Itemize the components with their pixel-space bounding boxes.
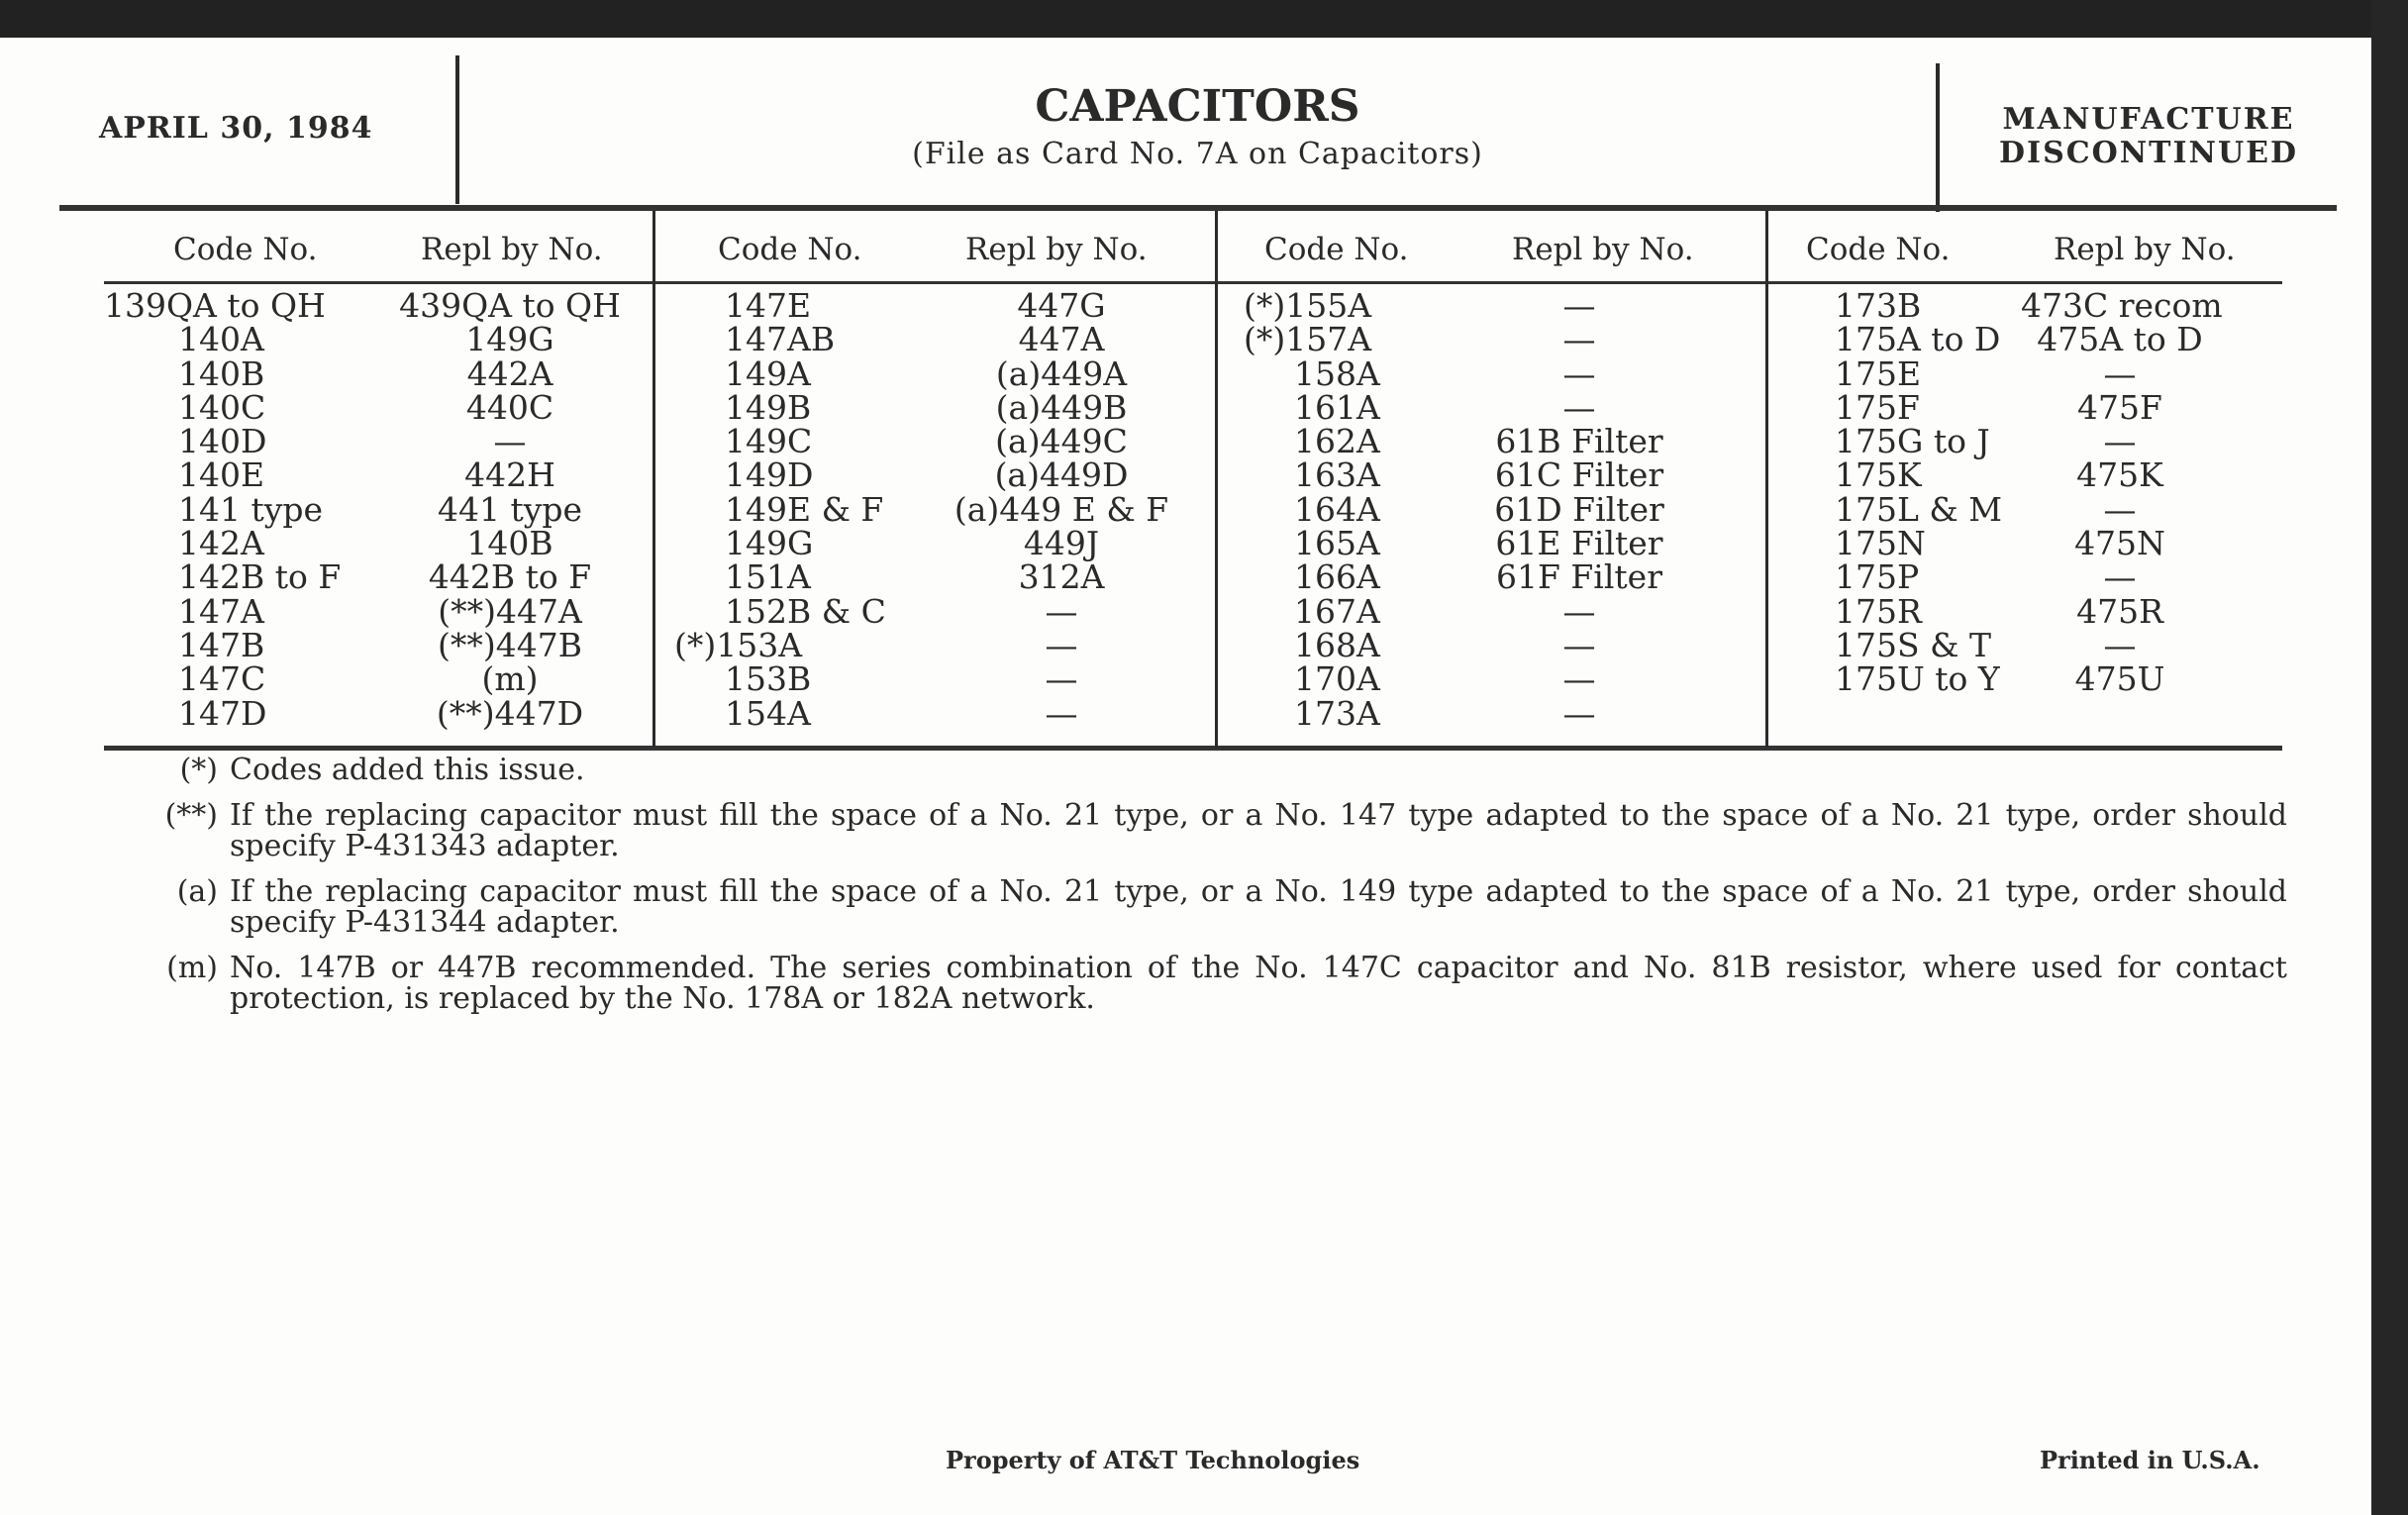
status-label xyxy=(1965,103,2332,170)
code-cell: 141 type xyxy=(178,489,324,529)
code-cell: 140A xyxy=(178,320,264,359)
repl-cell: — xyxy=(1562,354,1596,393)
code-cell: 140E xyxy=(178,455,265,495)
page-title: CAPACITORS xyxy=(1035,81,1360,132)
repl-cell: (a)449C xyxy=(995,422,1128,461)
code-cell: 140D xyxy=(178,422,267,461)
repl-column xyxy=(2021,286,2223,699)
code-cell: 149A xyxy=(725,354,811,393)
repl-cell: 473C recom xyxy=(2021,286,2223,325)
repl-cell: — xyxy=(1562,387,1596,427)
repl-cell: — xyxy=(2103,625,2137,664)
repl-header: Repl by No. xyxy=(421,232,603,267)
repl-cell: (**)447D xyxy=(436,693,584,733)
repl-cell: — xyxy=(2103,489,2137,529)
scan-border-right xyxy=(2371,0,2408,1515)
footnote-a xyxy=(119,876,2287,938)
code-header: Code No. xyxy=(718,232,862,267)
code-cell: 164A xyxy=(1294,489,1380,529)
code-cell: (*)157A xyxy=(1244,320,1372,359)
code-cell: 147D xyxy=(178,693,267,733)
code-cell: 151A xyxy=(725,557,811,597)
repl-cell: 449J xyxy=(1023,524,1100,563)
repl-cell: (**)447A xyxy=(438,591,582,631)
code-cell: 167A xyxy=(1294,591,1380,631)
repl-cell: — xyxy=(1045,591,1078,631)
repl-cell: (a)449B xyxy=(995,387,1128,427)
code-cell: 173B xyxy=(1835,286,1922,325)
code-column xyxy=(1235,286,1462,733)
footnote-text: Codes added this issue. xyxy=(230,753,585,787)
code-cell: 175R xyxy=(1835,591,1922,631)
code-cell: 163A xyxy=(1294,455,1380,495)
code-cell: 175N xyxy=(1835,524,1926,563)
code-cell: 149C xyxy=(725,422,813,461)
repl-cell: 140B xyxy=(466,524,553,563)
code-cell: 162A xyxy=(1294,422,1380,461)
repl-cell: — xyxy=(493,422,527,461)
repl-cell: 439QA to QH xyxy=(399,286,621,325)
repl-cell: (a)449 E & F xyxy=(953,489,1169,529)
property-notice: Property of AT&T Technologies xyxy=(946,1446,1360,1474)
code-header: Code No. xyxy=(173,232,318,267)
code-cell: 165A xyxy=(1294,524,1380,563)
repl-column xyxy=(1470,286,1688,733)
status-line-1: MANUFACTURE xyxy=(2002,102,2295,137)
code-cell: 142A xyxy=(178,524,264,563)
repl-cell: 442B to F xyxy=(428,557,592,597)
repl-cell: (a)449D xyxy=(994,455,1129,495)
repl-cell: 475F xyxy=(2077,387,2162,427)
repl-cell: 61E Filter xyxy=(1495,524,1663,563)
code-cell: 158A xyxy=(1294,354,1380,393)
repl-header: Repl by No. xyxy=(1512,232,1694,267)
status-line-2: DISCONTINUED xyxy=(1999,136,2298,170)
code-cell: 170A xyxy=(1294,659,1380,699)
code-cell: 147C xyxy=(178,659,266,699)
footnote-text: If the replacing capacitor must fill the space of a No. 21 type, or a No. 147 type adapted to the space of a No. 21 type, order should specify P-431343 adapter. xyxy=(230,798,2287,863)
repl-cell: 475K xyxy=(2076,455,2163,495)
scan-border-top xyxy=(0,0,2408,40)
header-divider-right xyxy=(1936,63,1940,212)
printed-notice: Printed in U.S.A. xyxy=(2040,1446,2260,1474)
footnotes xyxy=(119,755,2287,1029)
repl-cell: — xyxy=(1562,320,1596,359)
repl-column xyxy=(933,286,1190,733)
code-cell: 147AB xyxy=(725,320,836,359)
code-cell: 175P xyxy=(1835,557,1920,597)
code-cell: 149D xyxy=(725,455,814,495)
repl-cell: 440C xyxy=(465,387,554,427)
table-group-3 xyxy=(1218,214,1765,749)
code-cell: 147B xyxy=(178,625,265,664)
code-cell: 175G to J xyxy=(1835,422,1990,461)
code-cell: 175K xyxy=(1835,455,1922,495)
code-cell: 175U to Y xyxy=(1835,659,2000,699)
repl-cell: — xyxy=(1562,286,1596,325)
repl-cell: 447A xyxy=(1018,320,1105,359)
repl-cell: 447G xyxy=(1017,286,1106,325)
page-subtitle: (File as Card No. 7A on Capacitors) xyxy=(912,137,1483,171)
code-cell: 175E xyxy=(1835,354,1922,393)
repl-cell: 475R xyxy=(2076,591,2163,631)
repl-cell: — xyxy=(1045,625,1078,664)
table-group-2 xyxy=(655,214,1215,749)
footnote-double-asterisk xyxy=(119,800,2287,861)
code-cell: 175F xyxy=(1835,387,1920,427)
code-cell: 149E & F xyxy=(725,489,884,529)
repl-cell: 61C Filter xyxy=(1494,455,1664,495)
repl-cell: — xyxy=(2103,422,2137,461)
repl-cell: 441 type xyxy=(437,489,583,529)
code-cell: 140C xyxy=(178,387,266,427)
repl-cell: 149G xyxy=(465,320,554,359)
code-cell: 149G xyxy=(725,524,814,563)
repl-cell: 61F Filter xyxy=(1496,557,1662,597)
repl-cell: — xyxy=(1562,591,1596,631)
repl-cell: — xyxy=(1045,693,1078,733)
repl-cell: — xyxy=(1562,625,1596,664)
code-cell: 161A xyxy=(1294,387,1380,427)
code-cell: (*)153A xyxy=(674,625,803,664)
code-cell: 139QA to QH xyxy=(104,286,326,325)
code-cell: 154A xyxy=(725,693,811,733)
header-rule xyxy=(59,205,2337,211)
code-cell: (*)155A xyxy=(1244,286,1372,325)
footnote-text: If the replacing capacitor must fill the space of a No. 21 type, or a No. 149 type adapted to the space of a No. 21 type, order should specify P-431344 adapter. xyxy=(230,874,2287,940)
repl-cell: (a)449A xyxy=(995,354,1128,393)
footnote-added xyxy=(119,755,2287,785)
repl-cell: 312A xyxy=(1018,557,1105,597)
code-cell: 166A xyxy=(1294,557,1380,597)
repl-cell: 475N xyxy=(2074,524,2165,563)
footnote-text: No. 147B or 447B recommended. The series combination of the No. 147C capacitor and No. 81B resistor, where used for contact protection, is replaced by the No. 178A or 182A network. xyxy=(230,951,2287,1016)
repl-cell: — xyxy=(2103,557,2137,597)
issue-date: APRIL 30, 1984 xyxy=(99,111,373,146)
repl-cell: 61D Filter xyxy=(1494,489,1664,529)
code-cell: 153B xyxy=(725,659,812,699)
repl-header: Repl by No. xyxy=(965,232,1148,267)
repl-cell: 61B Filter xyxy=(1495,422,1663,461)
footnote-mark: (m) xyxy=(166,951,218,985)
code-cell: 168A xyxy=(1294,625,1380,664)
code-header: Code No. xyxy=(1806,232,1951,267)
code-cell: 147A xyxy=(178,591,264,631)
footnote-m xyxy=(119,953,2287,1014)
footnote-mark: (*) xyxy=(179,753,218,787)
repl-cell: 442A xyxy=(466,354,553,393)
code-cell: 175S & T xyxy=(1835,625,1991,664)
code-cell: 142B to F xyxy=(178,557,342,597)
repl-cell: (**)447B xyxy=(438,625,582,664)
table-group-4 xyxy=(1768,214,2323,749)
repl-header: Repl by No. xyxy=(2054,232,2236,267)
repl-cell: — xyxy=(2103,354,2137,393)
repl-cell: — xyxy=(1045,659,1078,699)
repl-cell: 475U xyxy=(2074,659,2165,699)
code-cell: 140B xyxy=(178,354,265,393)
code-cell: 175L & M xyxy=(1835,489,2003,529)
footnote-mark: (a) xyxy=(176,874,218,909)
repl-cell: 442H xyxy=(464,455,555,495)
code-column xyxy=(1835,286,2033,699)
code-cell: 175A to D xyxy=(1835,320,2001,359)
table-group-1 xyxy=(99,214,653,749)
code-column xyxy=(104,286,371,733)
repl-cell: (m) xyxy=(481,659,539,699)
code-cell: 149B xyxy=(725,387,812,427)
code-column xyxy=(665,286,913,733)
repl-cell: — xyxy=(1562,693,1596,733)
code-cell: 147E xyxy=(725,286,812,325)
code-cell: 173A xyxy=(1294,693,1380,733)
footnote-mark: (**) xyxy=(164,798,218,833)
repl-cell: — xyxy=(1562,659,1596,699)
repl-cell: 475A to D xyxy=(2037,320,2203,359)
code-header: Code No. xyxy=(1264,232,1409,267)
repl-column xyxy=(396,286,624,733)
code-cell: 152B & C xyxy=(725,591,886,631)
